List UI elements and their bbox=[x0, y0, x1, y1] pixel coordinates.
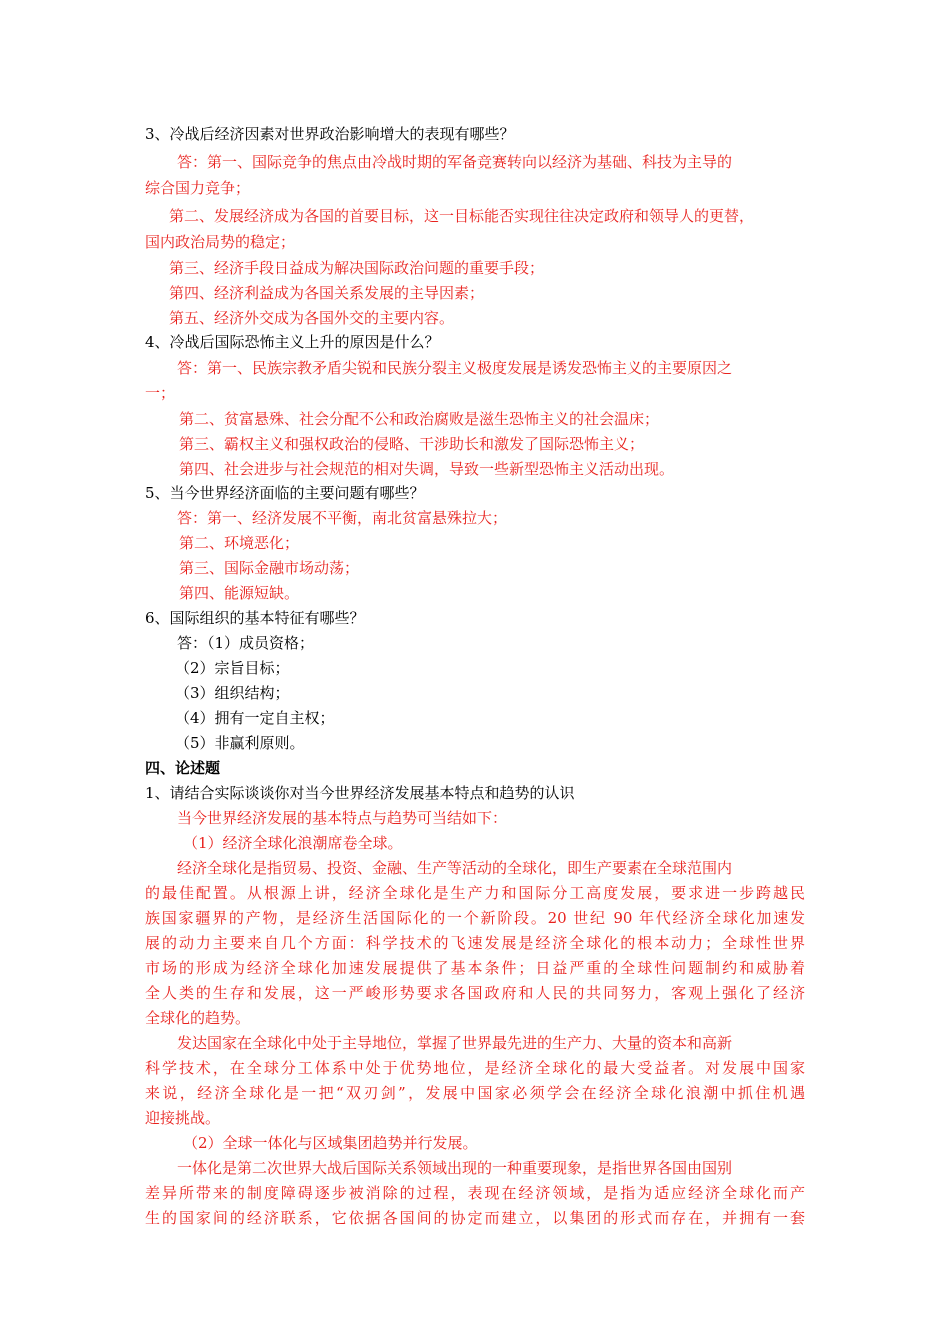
essay-p2-line-4: 迎接挑战。 bbox=[145, 1109, 221, 1127]
answer-5-point-1: 答：第一、经济发展不平衡，南北贫富悬殊拉大； bbox=[177, 509, 508, 527]
answer-5-point-2: 第二、环境恶化； bbox=[179, 534, 300, 552]
answer-5-point-4: 第四、能源短缺。 bbox=[179, 584, 300, 602]
question-4: 4、冷战后国际恐怖主义上升的原因是什么？ bbox=[145, 333, 440, 351]
essay-point-1-heading: （1）经济全球化浪潮席卷全球。 bbox=[183, 834, 403, 852]
answer-4-point-1: 答：第一、民族宗教矛盾尖锐和民族分裂主义极度发展是诱发恐怖主义的主要原因之 bbox=[177, 359, 733, 377]
answer-3-point-5: 第五、经济外交成为各国外交的主要内容。 bbox=[169, 309, 455, 327]
essay-p1-line-4: 展的动力主要来自几个方面：科学技术的飞速发展是经济全球化的根本动力；全球性世界 bbox=[145, 934, 805, 952]
answer-6-point-5: （5）非赢利原则。 bbox=[175, 734, 305, 752]
essay-p2-line-2: 科学技术，在全球分工体系中处于优势地位，是经济全球化的最大受益者。对发展中国家 bbox=[145, 1059, 805, 1077]
answer-3-point-2-cont: 国内政治局势的稳定； bbox=[145, 233, 296, 251]
essay-p1-line-5: 市场的形成为经济全球化加速发展提供了基本条件；日益严重的全球性问题制约和威胁着 bbox=[145, 959, 805, 977]
essay-p2-line-3: 来说，经济全球化是一把“双刃剑”，发展中国家必须学会在经济全球化浪潮中抓住机遇 bbox=[145, 1084, 805, 1102]
essay-question-1: 1、请结合实际谈谈你对当今世界经济发展基本特点和趋势的认识 bbox=[145, 784, 575, 802]
answer-3-point-3: 第三、经济手段日益成为解决国际政治问题的重要手段； bbox=[169, 259, 545, 277]
essay-p3-line-1: 一体化是第二次世界大战后国际关系领域出现的一种重要现象，是指世界各国由国别 bbox=[177, 1159, 733, 1177]
essay-point-2-heading: （2）全球一体化与区域集团趋势并行发展。 bbox=[183, 1134, 478, 1152]
answer-3-point-1: 答：第一、国际竞争的焦点由冷战时期的军备竞赛转向以经济为基础、科技为主导的 bbox=[177, 153, 733, 171]
essay-p1-line-7: 全球化的趋势。 bbox=[145, 1009, 251, 1027]
answer-5-point-3: 第三、国际金融市场动荡； bbox=[179, 559, 360, 577]
answer-3-point-4: 第四、经济利益成为各国关系发展的主导因素； bbox=[169, 284, 485, 302]
essay-p2-line-1: 发达国家在全球化中处于主导地位，掌握了世界最先进的生产力、大量的资本和高新 bbox=[177, 1034, 733, 1052]
question-5: 5、当今世界经济面临的主要问题有哪些？ bbox=[145, 484, 425, 502]
answer-6-point-4: （4）拥有一定自主权； bbox=[175, 709, 335, 727]
answer-3-point-1-cont: 综合国力竞争； bbox=[145, 179, 251, 197]
essay-p1-line-1: 经济全球化是指贸易、投资、金融、生产等活动的全球化，即生产要素在全球范围内 bbox=[177, 859, 733, 877]
essay-answer-intro: 当今世界经济发展的基本特点与趋势可当结如下： bbox=[177, 809, 508, 827]
answer-3-point-2: 第二、发展经济成为各国的首要目标，这一目标能否实现往往决定政府和领导人的更替， bbox=[169, 207, 755, 225]
answer-4-point-4: 第四、社会进步与社会规范的相对失调，导致一些新型恐怖主义活动出现。 bbox=[179, 460, 675, 478]
question-3: 3、冷战后经济因素对世界政治影响增大的表现有哪些？ bbox=[145, 125, 515, 143]
section-heading-essay: 四、论述题 bbox=[145, 759, 221, 777]
essay-p1-line-2: 的最佳配置。从根源上讲，经济全球化是生产力和国际分工高度发展，要求进一步跨越民 bbox=[145, 884, 805, 902]
essay-p3-line-3: 生的国家间的经济联系，它依据各国间的协定而建立，以集团的形式而存在，并拥有一套 bbox=[145, 1209, 805, 1227]
essay-p1-line-6: 全人类的生存和发展，这一严峻形势要求各国政府和人民的共同努力，客观上强化了经济 bbox=[145, 984, 805, 1002]
answer-6-point-2: （2）宗旨目标； bbox=[175, 659, 290, 677]
answer-4-point-1-cont: 一； bbox=[145, 384, 176, 402]
answer-6-point-3: （3）组织结构； bbox=[175, 684, 290, 702]
answer-4-point-2: 第二、贫富悬殊、社会分配不公和政治腐败是滋生恐怖主义的社会温床； bbox=[179, 410, 660, 428]
essay-p3-line-2: 差异所带来的制度障碍逐步被消除的过程，表现在经济领域，是指为适应经济全球化而产 bbox=[145, 1184, 805, 1202]
answer-6-point-1: 答：（1）成员资格； bbox=[177, 634, 315, 652]
answer-4-point-3: 第三、霸权主义和强权政治的侵略、干涉助长和激发了国际恐怖主义； bbox=[179, 435, 645, 453]
essay-p1-line-3: 族国家疆界的产物，是经济生活国际化的一个新阶段。20 世纪 90 年代经济全球化加速发 bbox=[145, 909, 805, 927]
question-6: 6、国际组织的基本特征有哪些？ bbox=[145, 609, 365, 627]
